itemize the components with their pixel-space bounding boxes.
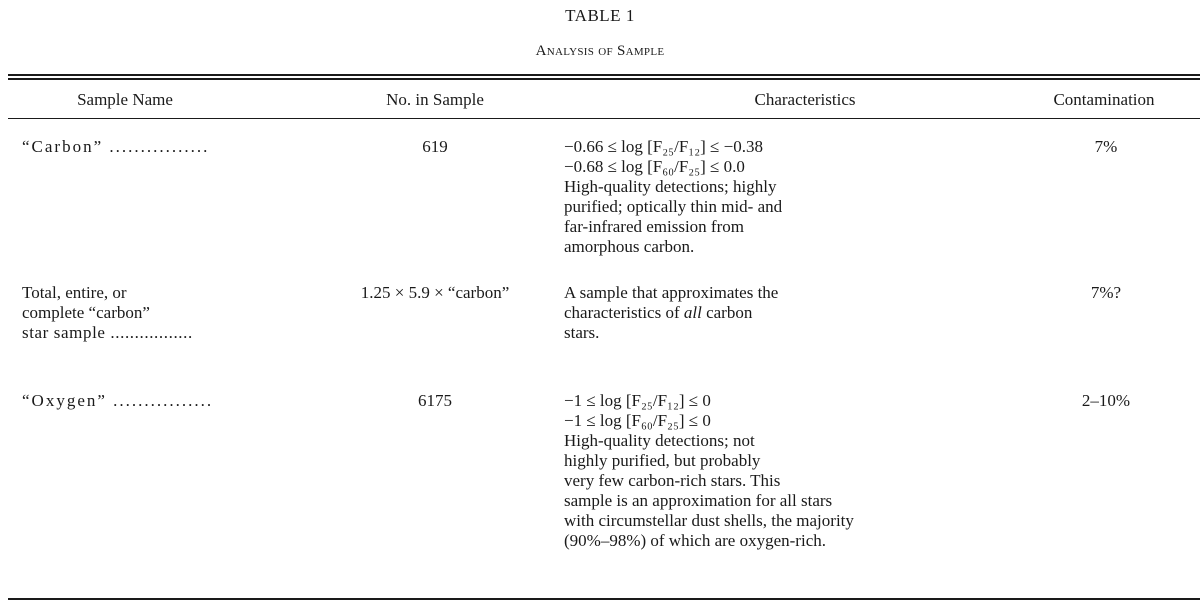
characteristics-line: −1 ≤ log [F₂₅/F₁₂] ≤ 0 bbox=[564, 391, 711, 410]
sample-name-line: complete “carbon” bbox=[22, 303, 150, 322]
header-rule bbox=[8, 118, 1200, 119]
header-characteristics: Characteristics bbox=[754, 90, 856, 109]
table-row-total-characteristics bbox=[564, 283, 1014, 343]
characteristics-line-with-italic bbox=[564, 303, 1014, 323]
sample-name-line: “Oxygen” ................ bbox=[22, 391, 214, 410]
bottom-rule bbox=[8, 598, 1200, 600]
header-sample-name: Sample Name bbox=[77, 90, 173, 109]
header-contamination: Contamination bbox=[1053, 90, 1155, 109]
table-number: TABLE 1 bbox=[565, 6, 635, 25]
characteristics-text: carbon bbox=[706, 303, 753, 322]
characteristics-line: A sample that approximates the bbox=[564, 283, 779, 302]
characteristics-line: sample is an approximation for all stars bbox=[564, 491, 833, 510]
characteristics-italic-text: all bbox=[683, 303, 702, 322]
table-row-oxygen-name bbox=[22, 391, 292, 411]
table-caption: Analysis of Sample bbox=[535, 43, 665, 59]
characteristics-line: stars. bbox=[564, 323, 600, 342]
characteristics-line: −0.68 ≤ log [F₆₀/F₂₅] ≤ 0.0 bbox=[564, 157, 745, 176]
characteristics-text: characteristics of bbox=[564, 303, 680, 322]
table-row-total-name bbox=[22, 283, 292, 343]
table-row-carbon-name bbox=[22, 137, 292, 157]
characteristics-line: −0.66 ≤ log [F₂₅/F₁₂] ≤ −0.38 bbox=[564, 137, 763, 156]
characteristics-line: with circumstellar dust shells, the majority bbox=[564, 511, 854, 530]
table-row-total-contamination: 7%? bbox=[1090, 283, 1122, 302]
table-row-total-count: 1.25 × 5.9 × “carbon” bbox=[360, 283, 510, 302]
table-row-oxygen-characteristics bbox=[564, 391, 1014, 551]
characteristics-line: High-quality detections; highly bbox=[564, 177, 777, 196]
sample-name-line: star sample ................. bbox=[22, 323, 193, 342]
characteristics-line: −1 ≤ log [F₆₀/F₂₅] ≤ 0 bbox=[564, 411, 711, 430]
characteristics-line: purified; optically thin mid- and bbox=[564, 197, 783, 216]
characteristics-line: amorphous carbon. bbox=[564, 237, 695, 256]
top-double-rule-upper bbox=[8, 74, 1200, 76]
characteristics-line: far-infrared emission from bbox=[564, 217, 744, 236]
characteristics-line: highly purified, but probably bbox=[564, 451, 761, 470]
top-double-rule-lower bbox=[8, 78, 1200, 80]
table-row-carbon-contamination: 7% bbox=[1094, 137, 1118, 156]
characteristics-line: High-quality detections; not bbox=[564, 431, 755, 450]
sample-name-line: “Carbon” ................ bbox=[22, 137, 210, 156]
header-no-in-sample: No. in Sample bbox=[386, 90, 484, 109]
characteristics-line: (90%–98%) of which are oxygen-rich. bbox=[564, 531, 826, 550]
table-row-carbon-count: 619 bbox=[422, 137, 448, 156]
table-row-carbon-characteristics bbox=[564, 137, 1014, 257]
sample-name-line: Total, entire, or bbox=[22, 283, 127, 302]
characteristics-line: very few carbon-rich stars. This bbox=[564, 471, 781, 490]
table-row-oxygen-contamination: 2–10% bbox=[1081, 391, 1131, 410]
table-row-oxygen-count: 6175 bbox=[418, 391, 452, 410]
